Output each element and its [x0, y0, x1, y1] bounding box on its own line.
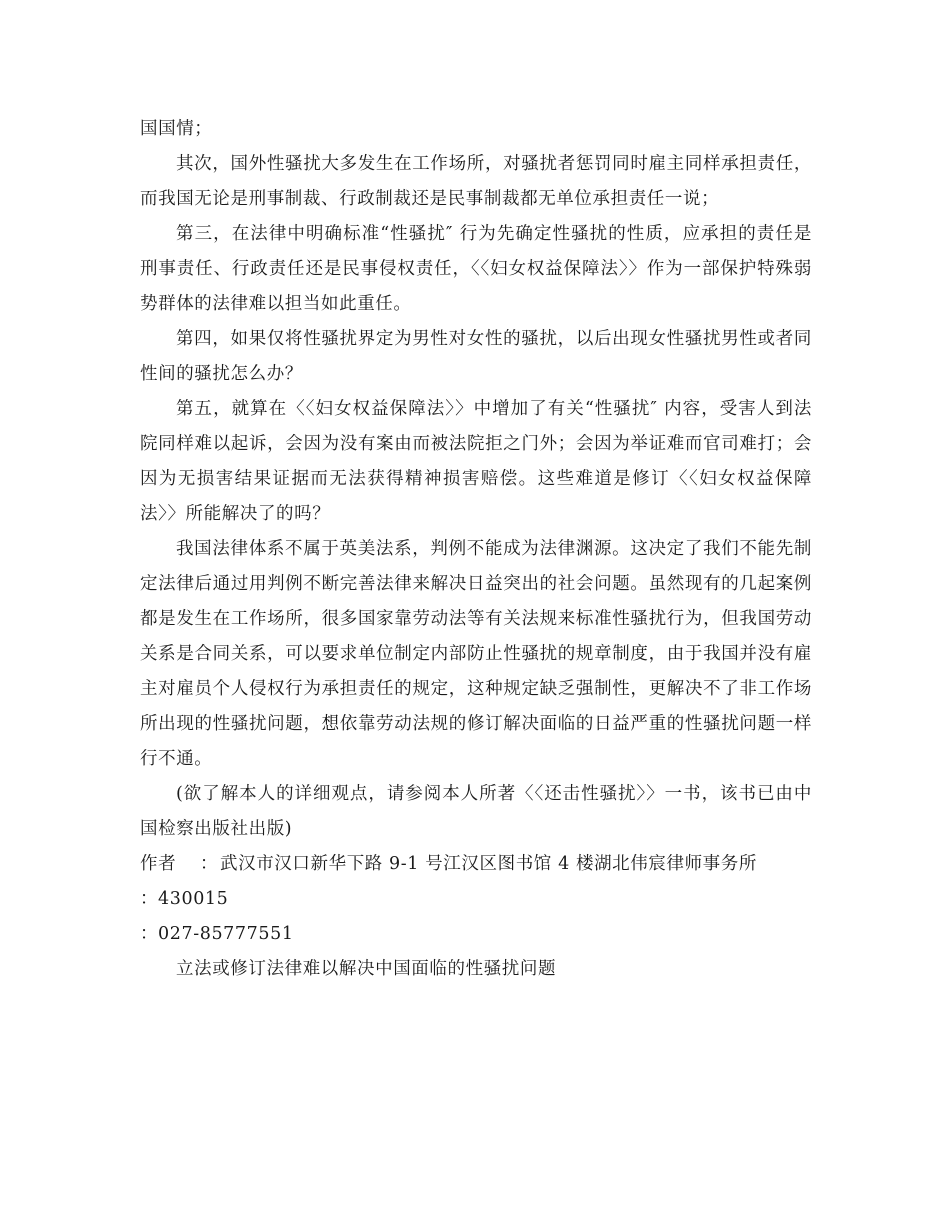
postcode-line	[140, 882, 812, 917]
phone-colon: ：	[140, 924, 159, 944]
closing-title: 立法或修订法律难以解决中国面临的性骚扰问题	[176, 959, 557, 979]
author-address: 武汉市汉口新华下路 9-1 号江汉区图书馆 4 楼湖北伟宸律师事务所	[220, 854, 757, 874]
paragraph-continuation: 国国情；	[140, 119, 213, 139]
phone-value: 027-85777551	[158, 924, 294, 944]
paragraph-legal-system: 我国法律体系不属于英美法系，判例不能成为法律渊源。这决定了我们不能先制定法律后通过用判例不断完善法律来解决日益突出的社会问题。虽然现有的几起案例都是发生在工作场所，很多国家靠劳动法等有关法规来标准性骚扰行为，但我国劳动关系是合同关系，可以要求单位制定内部防止性骚扰的规章制度，由于我国并没有雇主对雇员个人侵权行为承担责任的规定，这种规定缺乏强制性，更解决不了非工作场所出现的性骚扰问题，想依靠劳动法规的修订解决面临的日益严重的性骚扰问题一样行不通。	[140, 539, 812, 769]
paragraph-third-point: 第三，在法律中明确标准“性骚扰″ 行为先确定性骚扰的性质，应承担的责任是刑事责任、行政责任还是民事侵权责任，〈〈妇女权益保障法〉〉作为一部保护特殊弱势群体的法律难以担当如此重任。	[140, 224, 812, 314]
paragraph-fourth-point: 第四，如果仅将性骚扰界定为男性对女性的骚扰，以后出现女性骚扰男性或者同性间的骚扰怎么办？	[140, 329, 812, 384]
author-line	[140, 847, 812, 882]
postcode-colon: ：	[140, 889, 159, 909]
document-body	[140, 112, 812, 987]
paragraph-fifth-point: 第五，就算在〈〈妇女权益保障法〉〉中增加了有关“性骚扰″ 内容，受害人到法院同样难以起诉，会因为没有案由而被法院拒之门外；会因为举证难而官司难打；会因为无损害结果证据而无法获得精神损害赔偿。这些难道是修订〈〈妇女权益保障法〉〉所能解决了的吗？	[140, 399, 812, 524]
postcode-value: 430015	[158, 889, 229, 909]
paragraph-second-point: 其次，国外性骚扰大多发生在工作场所，对骚扰者惩罚同时雇主同样承担责任，而我国无论是刑事制裁、行政制裁还是民事制裁都无单位承担责任一说；	[140, 154, 812, 209]
author-colon: ：	[199, 854, 219, 874]
author-label: 作者	[140, 854, 177, 874]
paragraph-book-note: (欲了解本人的详细观点，请参阅本人所著〈〈还击性骚扰〉〉一书，该书已由中国检察出版社出版)	[140, 784, 812, 839]
phone-line	[140, 917, 812, 952]
